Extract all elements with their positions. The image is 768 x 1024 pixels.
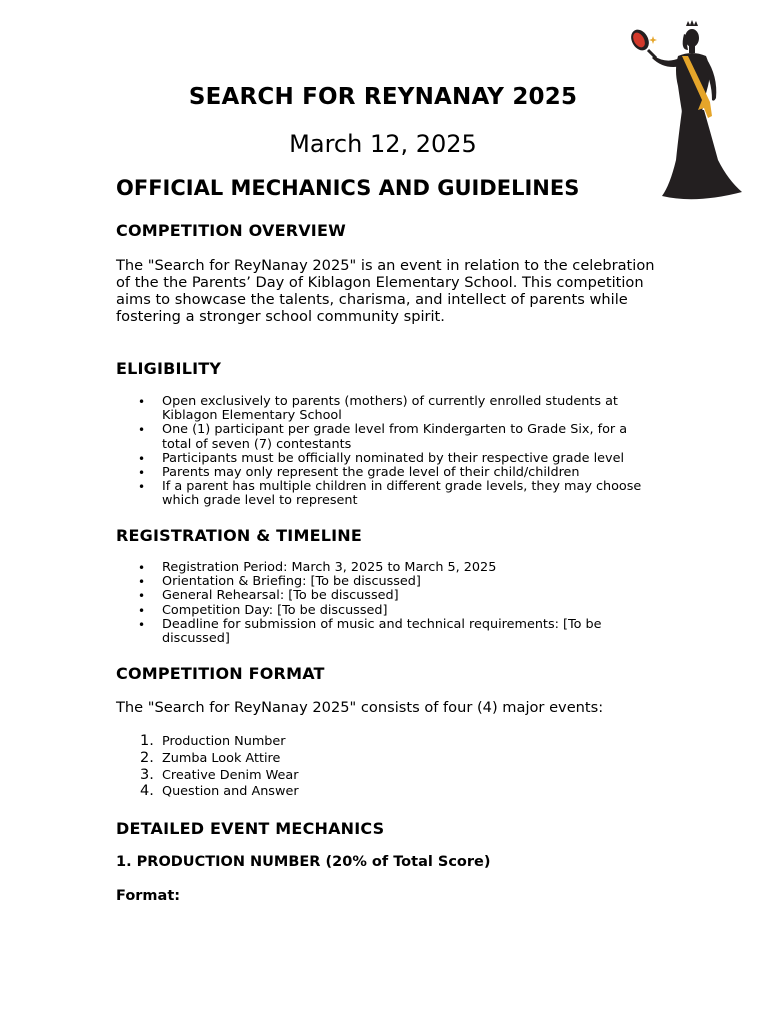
document-date: March 12, 2025	[289, 130, 477, 158]
main-heading: OFFICIAL MECHANICS AND GUIDELINES	[116, 176, 580, 200]
event-item	[116, 734, 656, 751]
eligibility-item: • One (1) participant per grade level from Kindergarten to Grade Six, for a total of seven (7) contestants	[116, 423, 656, 451]
overview-text: The "Search for ReyNanay 2025" is an event in relation to the celebration of the the Parents’ Day of Kiblagon Elementary School. This competition aims to showcase the talents, charisma, and intellect of parents while fostering a stronger school community spirit.	[116, 257, 655, 325]
eligibility-item: • If a parent has multiple children in different grade levels, they may choose which grade level to represent	[116, 480, 656, 508]
queen-silhouette-with-frying-pan-icon	[626, 20, 756, 206]
event-label: Zumba Look Attire	[162, 750, 281, 766]
registration-list	[116, 561, 656, 646]
registration-heading: REGISTRATION & TIMELINE	[116, 526, 362, 545]
event-item	[116, 768, 656, 785]
eligibility-item: • Parents may only represent the grade level of their child/children	[116, 466, 656, 480]
event-item	[116, 751, 656, 768]
event-label: Question and Answer	[162, 784, 299, 800]
event-item	[116, 784, 656, 801]
overview-heading: COMPETITION OVERVIEW	[116, 221, 346, 240]
format-heading: COMPETITION FORMAT	[116, 664, 325, 683]
event-number: 4.	[140, 783, 154, 800]
event-number: 1.	[140, 733, 154, 749]
event-label: Creative Denim Wear	[162, 767, 299, 783]
eligibility-item: • Open exclusively to parents (mothers) of currently enrolled students at Kiblagon Elementary School	[116, 395, 656, 423]
eligibility-item: • Participants must be officially nominated by their respective grade level	[116, 452, 656, 466]
format-text: The "Search for ReyNanay 2025" consists of four (4) major events:	[116, 699, 604, 716]
registration-item: • Orientation & Briefing: [To be discussed]	[116, 575, 656, 589]
eligibility-heading: ELIGIBILITY	[116, 359, 222, 378]
registration-item: • Registration Period: March 3, 2025 to March 5, 2025	[116, 561, 656, 575]
event-number: 2.	[140, 749, 154, 766]
production-number-heading: 1. PRODUCTION NUMBER (20% of Total Score)	[116, 854, 491, 870]
event-label: Production Number	[162, 734, 286, 749]
registration-item: • Deadline for submission of music and technical requirements: [To be discussed]	[116, 618, 656, 646]
format-label: Format:	[116, 888, 181, 904]
document-title: SEARCH FOR REYNANAY 2025	[188, 84, 578, 110]
registration-item: • Competition Day: [To be discussed]	[116, 604, 656, 618]
event-number: 3.	[140, 766, 154, 783]
events-list	[116, 734, 656, 801]
registration-item: • General Rehearsal: [To be discussed]	[116, 589, 656, 603]
eligibility-list	[116, 395, 656, 509]
mechanics-heading: DETAILED EVENT MECHANICS	[116, 819, 385, 838]
